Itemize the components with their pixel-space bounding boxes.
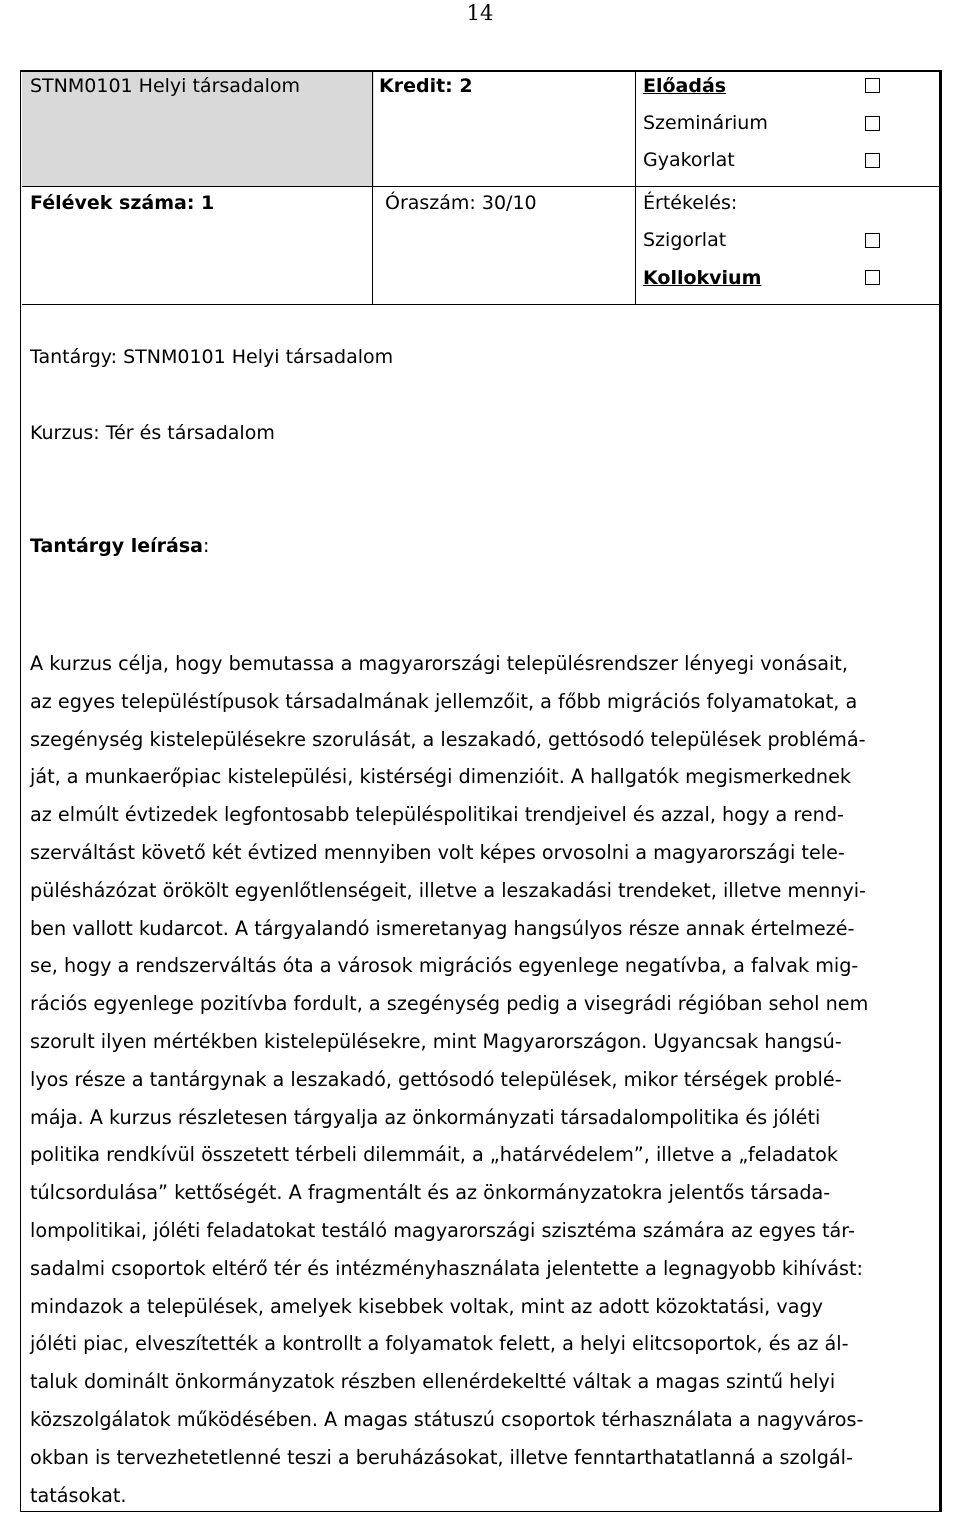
subject-line: Tantárgy: STNM0101 Helyi társadalom [30, 346, 394, 368]
description-line: ját, a munkaerőpiac kistelepülési, kistérségi dimenzióit. A hallgatók megismerkednek [30, 765, 851, 789]
page-number: 14 [466, 1, 494, 25]
description-heading-text: Tantárgy leírása [30, 535, 203, 557]
header-divider-vertical-right [635, 72, 636, 304]
semesters-label: Félévek száma: 1 [30, 192, 215, 214]
description-line: A kurzus célja, hogy bemutassa a magyarországi településrendszer lényegi vonásait, [30, 652, 848, 675]
checkbox-lecture[interactable] [865, 78, 880, 93]
evaluation-type-colloquium: Kollokvium [643, 267, 762, 289]
description-line: mindazok a települések, amelyek kisebbek voltak, mint az adott közoktatási, vagy [30, 1294, 824, 1318]
description-line: közszolgálatok működésében. A magas státuszú csoportok térhasználata a nagyváros- [30, 1407, 864, 1431]
description-line: se, hogy a rendszerváltás óta a városok migrációs egyenlege negatívba, a falvak mig- [30, 954, 859, 978]
course-code-title: STNM0101 Helyi társadalom [30, 75, 301, 97]
hours-label: Óraszám: 30/10 [385, 192, 537, 214]
evaluation-label: Értékelés: [643, 192, 738, 214]
description-line: lompolitikai, jóléti feladatokat testáló magyarországi szisztéma számára az egyes tár- [30, 1218, 855, 1242]
description-line: ben vallott kudarcot. A tárgyalandó ismeretanyag hangsúlyos része annak értelmezé- [30, 916, 855, 940]
description-heading-colon: : [202, 535, 210, 557]
checkbox-practice[interactable] [865, 153, 880, 168]
description-line: szerváltást követő két évtized mennyiben volt képes orvosolni a magyarországi tele- [30, 840, 845, 864]
description-heading [30, 534, 209, 558]
description-line: tatásokat. [30, 1483, 127, 1507]
description-line: az egyes településtípusok társadalmának jellemzőit, a főbb migrációs folyamatokat, a [30, 689, 858, 713]
header-divider-bottom [22, 304, 940, 305]
checkbox-colloquium[interactable] [865, 270, 880, 285]
description-paragraph [30, 645, 926, 1514]
course-type-practice: Gyakorlat [643, 149, 735, 171]
header-divider-middle [22, 186, 940, 187]
description-line: szorult ilyen mértékben kistelepülésekre, mint Magyarországon. Ugyancsak hangsú- [30, 1029, 842, 1053]
description-line: szegénység kistelepülésekre szorulását, a leszakadó, gettósodó települések problémá- [30, 727, 866, 751]
header-divider-vertical-left [372, 72, 373, 304]
checkbox-seminar[interactable] [865, 116, 880, 131]
description-line: jóléti piac, elveszítették a kontrollt a folyamatok felett, a helyi elitcsoportok, és az ál- [30, 1332, 849, 1356]
description-line: pülésházózat örökölt egyenlőtlenségeit, illetve a leszakadási trendeket, illetve mennyi- [30, 878, 866, 902]
course-line: Kurzus: Tér és társadalom [30, 422, 275, 444]
description-line: sadalmi csoportok eltérő tér és intézményhasználata jelentette a legnagyobb kihívást: [30, 1256, 863, 1280]
description-line: túlcsordulása” kettőségét. A fragmentált és az önkormányzatokra jelentős társada- [30, 1181, 831, 1205]
checkbox-exam[interactable] [865, 233, 880, 248]
description-line: az elmúlt évtizedek legfontosabb településpolitikai trendjeivel és azzal, hogy a rend- [30, 803, 844, 827]
description-line: rációs egyenlege pozitívba fordult, a szegénység pedig a visegrádi régióban sehol nem [30, 992, 869, 1016]
credit-label: Kredit: 2 [379, 75, 473, 97]
description-line: politika rendkívül összetett térbeli dilemmáit, a „határvédelem”, illetve a „feladatok [30, 1143, 838, 1167]
course-type-seminar: Szeminárium [643, 112, 768, 134]
description-line: taluk dominált önkormányzatok részben ellenérdekeltté váltak a magas szintű helyi [30, 1370, 836, 1394]
evaluation-type-exam: Szigorlat [643, 229, 727, 251]
course-type-lecture: Előadás [643, 75, 727, 97]
description-line: okban is tervezhetetlenné teszi a beruházásokat, illetve fenntarthatatlanná a szolgál- [30, 1445, 853, 1469]
description-line: lyos része a tantárgynak a leszakadó, gettósodó települések, mikor térségek problé- [30, 1067, 842, 1091]
description-line: mája. A kurzus részletesen tárgyalja az önkormányzati társadalompolitika és jóléti [30, 1105, 821, 1129]
